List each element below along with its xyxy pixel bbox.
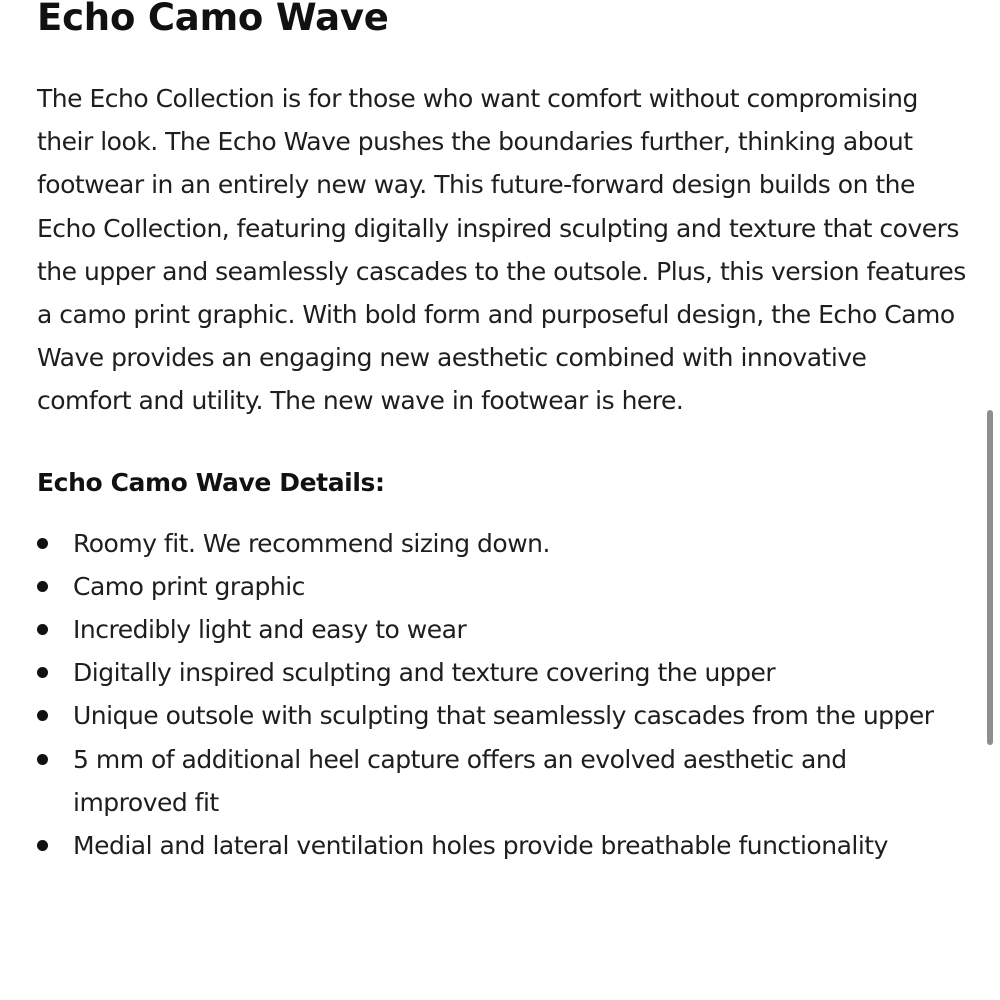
bullet-icon	[37, 840, 48, 851]
product-title: Echo Camo Wave	[37, 0, 389, 39]
details-heading: Echo Camo Wave Details:	[37, 467, 385, 497]
details-item-text: 5 mm of additional heel capture offers an evolved aesthetic and improved fit	[73, 744, 847, 817]
bullet-icon	[37, 754, 48, 765]
details-item-text: Unique outsole with sculpting that seamlessly cascades from the upper	[73, 701, 934, 731]
bullet-icon	[37, 710, 48, 721]
vertical-scrollbar[interactable]	[987, 410, 993, 745]
product-content	[37, 0, 967, 867]
details-item-text: Roomy fit. We recommend sizing down.	[73, 528, 550, 558]
product-description: The Echo Collection is for those who want comfort without compromising their look. The Echo Wave pushes the boundaries further, thinking about footwear in an entirely new way. This future-forward design builds on the Echo Collection, featuring digitally inspired sculpting and texture that covers the upper and seamlessly cascades to the outsole. Plus, this version features a camo print graphic. With bold form and purposeful design, the Echo Camo Wave provides an engaging new aesthetic combined with innovative comfort and utility. The new wave in footwear is here.	[37, 84, 966, 416]
details-list-item	[37, 608, 967, 651]
bullet-icon	[37, 624, 48, 635]
bullet-icon	[37, 581, 48, 592]
details-list-item	[37, 824, 967, 867]
details-list-item	[37, 738, 967, 824]
bullet-icon	[37, 538, 48, 549]
details-list-item	[37, 565, 967, 608]
details-item-text: Camo print graphic	[73, 571, 305, 601]
details-list-item	[37, 522, 967, 565]
details-item-text: Incredibly light and easy to wear	[73, 615, 467, 645]
details-list-item	[37, 651, 967, 694]
details-list-item	[37, 694, 967, 737]
bullet-icon	[37, 667, 48, 678]
details-list	[37, 522, 967, 868]
details-item-text: Digitally inspired sculpting and texture covering the upper	[73, 658, 776, 688]
details-item-text: Medial and lateral ventilation holes provide breathable functionality	[73, 831, 888, 861]
